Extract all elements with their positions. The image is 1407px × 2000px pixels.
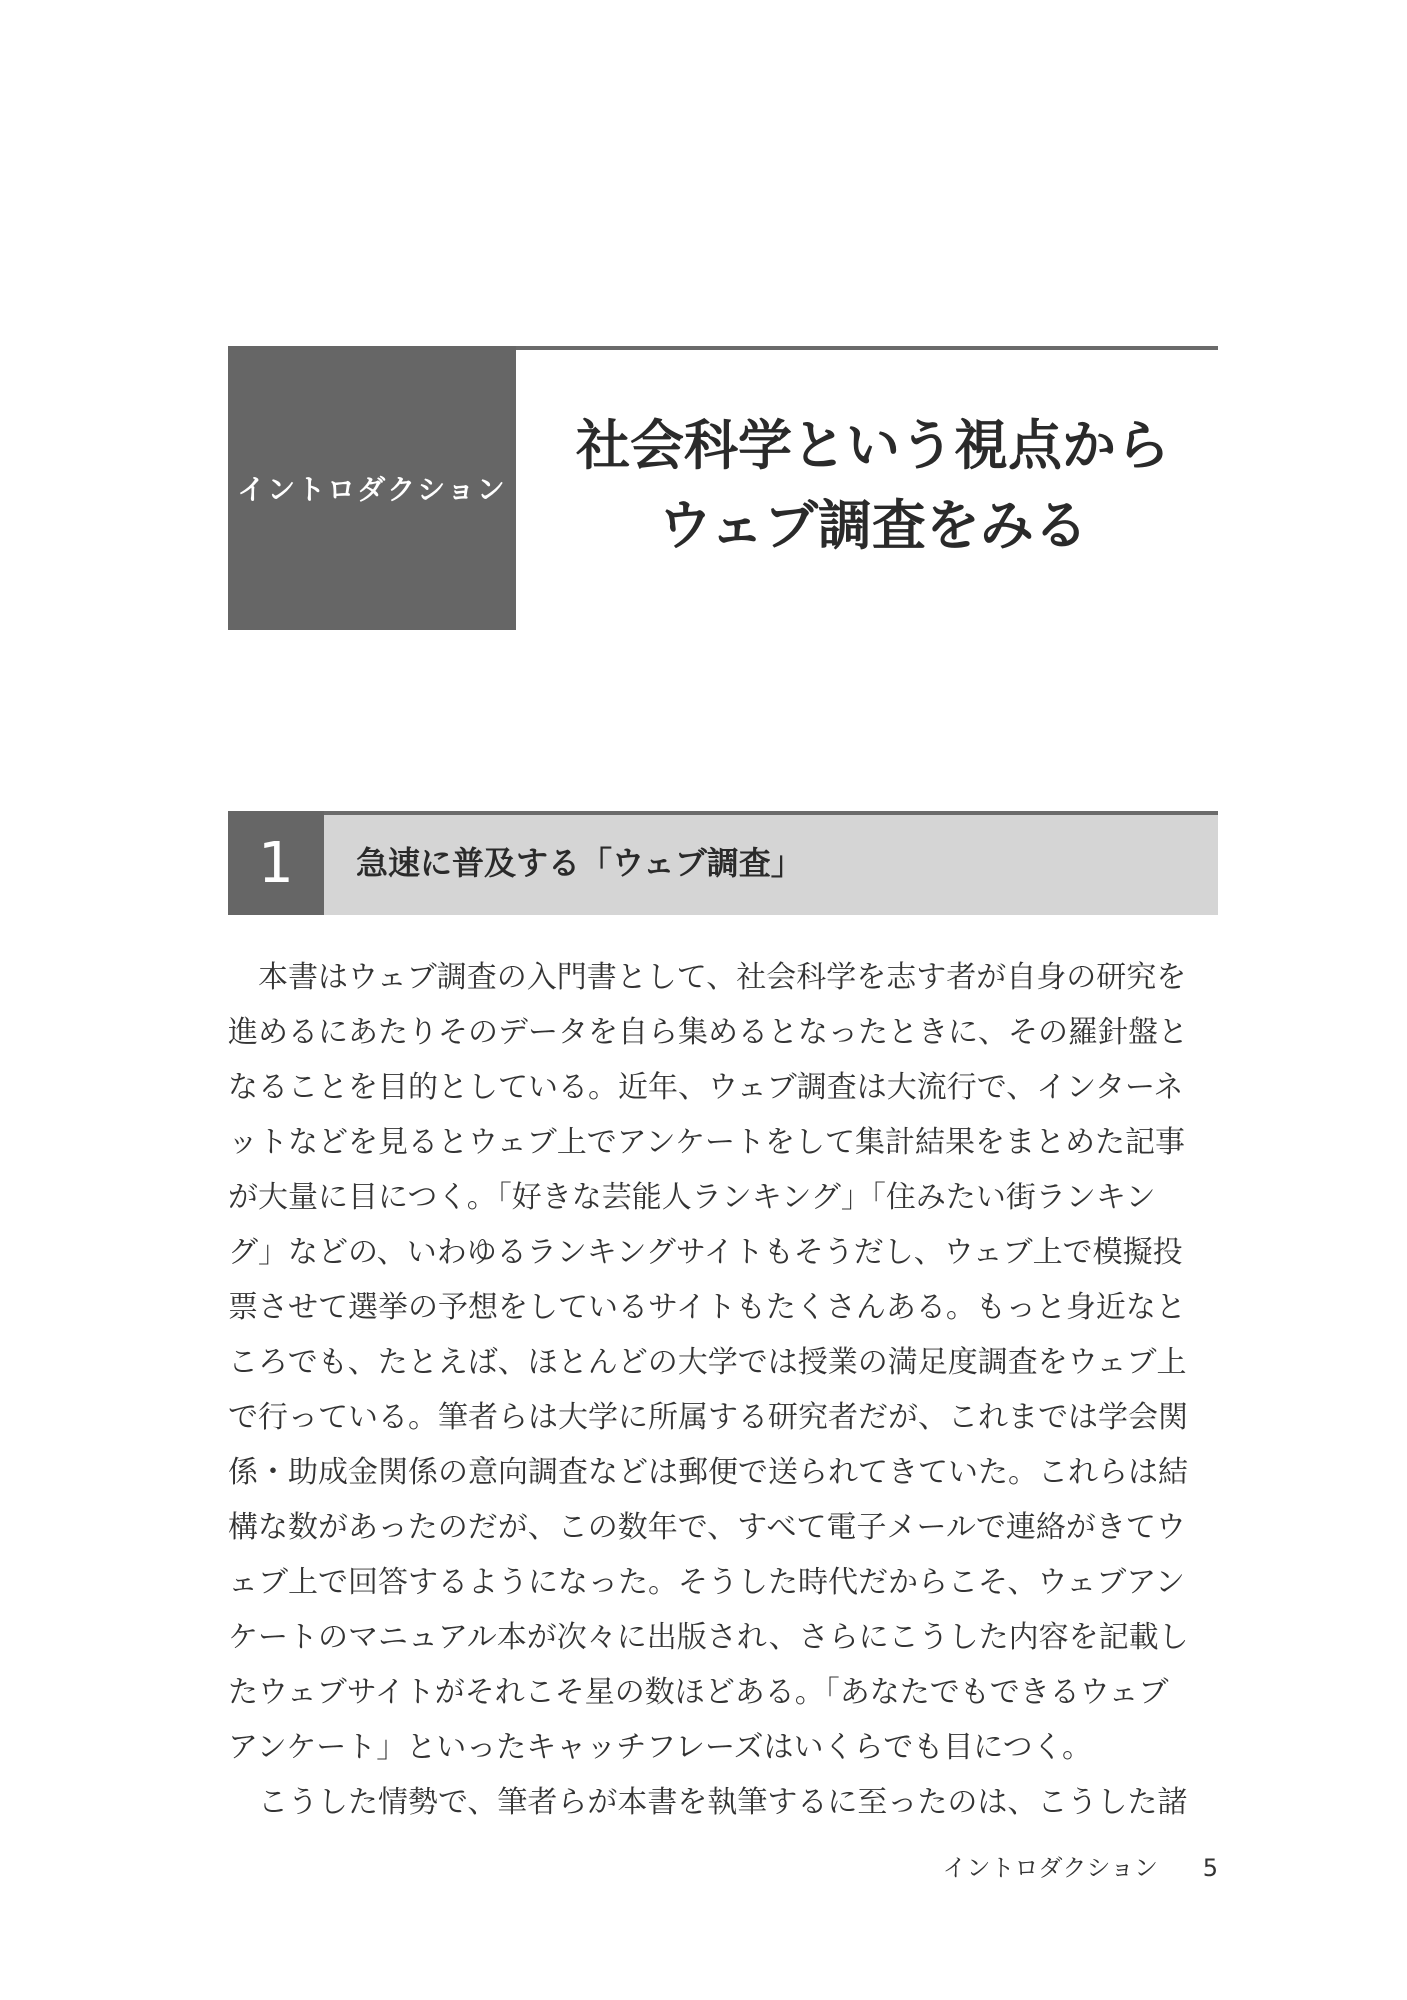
section-number: 1: [258, 830, 294, 896]
body-line: グ」などの、いわゆるランキングサイトもそうだし、ウェブ上で模擬投: [228, 1235, 1183, 1270]
chapter-label-box: [228, 346, 516, 630]
body-line: ケートのマニュアル本が次々に出版され、さらにこうした内容を記載し: [228, 1620, 1189, 1655]
chapter-title-line: 社会科学という視点から: [576, 414, 1170, 477]
body-line: ットなどを見るとウェブ上でアンケートをして集計結果をまとめた記事: [228, 1125, 1185, 1160]
body-line: 本書はウェブ調査の入門書として、社会科学を志す者が自身の研究を: [228, 960, 1187, 995]
body-line: なることを目的としている。近年、ウェブ調査は大流行で、インターネ: [228, 1070, 1184, 1105]
body-line: ェブ上で回答するようになった。そうした時代だからこそ、ウェブアン: [228, 1565, 1185, 1600]
body-line: 進めるにあたりそのデータを自ら集めるとなったときに、その羅針盤と: [228, 1015, 1188, 1050]
section-title: 急速に普及する「ウェブ調査」: [356, 844, 803, 882]
body-line: こうした情勢で、筆者らが本書を執筆するに至ったのは、こうした諸: [228, 1785, 1188, 1820]
section-header: [228, 811, 1218, 915]
body-line: アンケート」といったキャッチフレーズはいくらでも目につく。: [228, 1730, 1092, 1765]
running-footer: [900, 1848, 1218, 1888]
body-line: で行っている。筆者らは大学に所属する研究者だが、これまでは学会関: [228, 1400, 1188, 1435]
body-line: 係・助成金関係の意向調査などは郵便で送られてきていた。これらは結: [228, 1455, 1188, 1490]
chapter-title-line: ウェブ調査をみる: [658, 494, 1088, 557]
body-line: 構な数があったのだが、この数年で、すべて電子メールで連絡がきてウ: [228, 1510, 1186, 1545]
section-number-box: [228, 811, 324, 915]
body-line: たウェブサイトがそれこそ星の数ほどある。「あなたでもできるウェブ: [228, 1675, 1169, 1710]
page-number: 5: [1202, 1854, 1218, 1882]
body-line: が大量に目につく。「好きな芸能人ランキング」「住みたい街ランキン: [228, 1180, 1156, 1215]
chapter-label: イントロダクション: [237, 473, 507, 506]
footer-chapter-label: イントロダクション: [942, 1854, 1158, 1882]
chapter-header: [228, 346, 1218, 630]
chapter-title: [528, 406, 1218, 566]
body-line: 票させて選挙の予想をしているサイトもたくさんある。もっと身近なと: [228, 1290, 1186, 1325]
body-text: [228, 950, 1222, 1830]
body-line: ころでも、たとえば、ほとんどの大学では授業の満足度調査をウェブ上: [228, 1345, 1187, 1380]
